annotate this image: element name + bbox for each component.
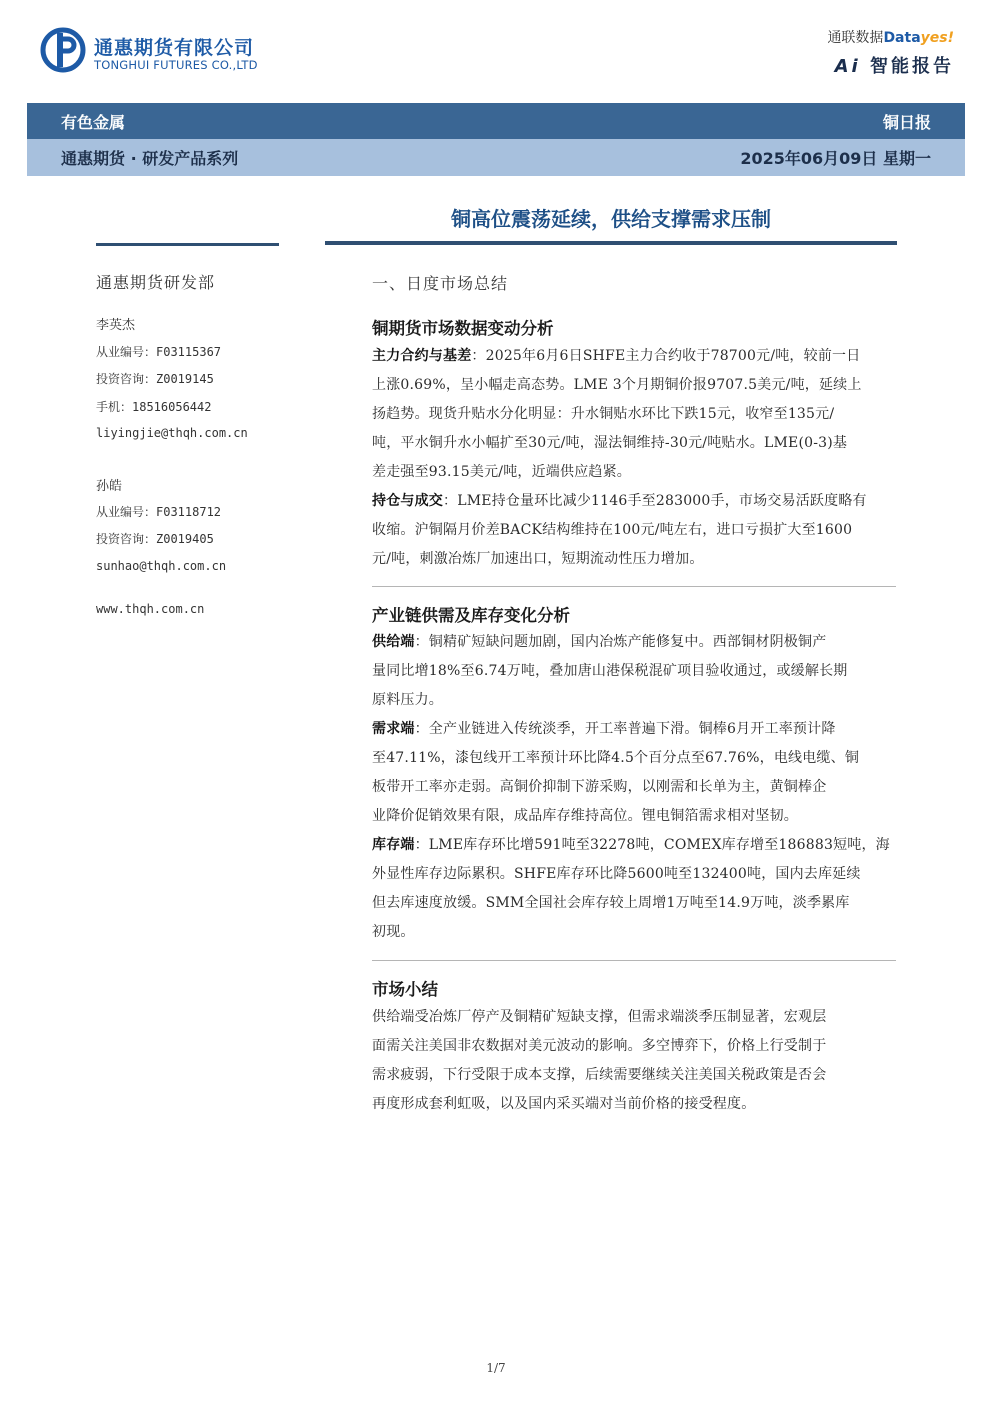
paragraph-summary xyxy=(372,1003,896,1119)
paragraph-line: 主力合约与基差：2025年6月6日SHFE主力合约收于78700元/吨，较前一日 xyxy=(372,348,861,364)
ai-report-label xyxy=(835,52,954,78)
ai-report-text: 智能报告 xyxy=(870,56,954,77)
paragraph-line: 供给端受冶炼厂停产及铜精矿短缺支撑，但需求端淡季压制显著，宏观层 xyxy=(372,1009,827,1025)
website-link[interactable]: www.thqh.com.cn xyxy=(96,602,205,616)
analyst-advisory: 投资咨询：Z0019145 xyxy=(96,372,214,386)
paragraph-line: 量同比增18%至6.74万吨，叠加唐山港保税混矿项目验收通过，或缓解长期 xyxy=(372,663,848,679)
paragraph-line: 面需关注美国非农数据对美元波动的影响。多空博弈下，价格上行受制于 xyxy=(372,1038,827,1054)
paragraph-label: 持仓与成交 xyxy=(372,493,443,509)
paragraph-line: 但去库速度放缓。SMM全国社会库存较上周增1万吨至14.9万吨，淡季累库 xyxy=(372,895,850,911)
paragraph-line: 供给端：铜精矿短缺问题加剧，国内冶炼产能修复中。西部铜材阴极铜产 xyxy=(372,634,827,650)
block-heading: 市场小结 xyxy=(372,980,438,999)
block-heading: 铜期货市场数据变动分析 xyxy=(372,319,554,338)
analyst-name: 孙皓 xyxy=(96,479,123,494)
paragraph-line: 板带开工率亦走弱。高铜价抑制下游采购，以刚需和长单为主，黄铜棒企 xyxy=(372,779,827,795)
banner-top xyxy=(27,103,965,139)
datayes-brand: Data xyxy=(883,30,921,46)
paragraph-basis xyxy=(372,342,896,574)
company-logo-icon xyxy=(40,27,86,73)
report-date: 2025年06月09日 星期一 xyxy=(740,149,931,168)
title-rule xyxy=(325,241,897,245)
paragraph-line: 外显性库存边际累积。SHFE库存环比降5600吨至132400吨，国内去库延续 xyxy=(372,866,861,882)
datayes-prefix: 通联数据 xyxy=(827,30,884,46)
report-title: 铜高位震荡延续，供给支撑需求压制 xyxy=(451,207,771,231)
sidebar-rule xyxy=(96,243,279,246)
section-divider xyxy=(372,960,896,961)
series-label: 通惠期货 · 研发产品系列 xyxy=(61,149,239,168)
analyst-phone: 手机：18516056442 xyxy=(96,400,212,414)
analyst-name: 李英杰 xyxy=(96,318,136,333)
paragraph-label: 主力合约与基差 xyxy=(372,348,472,364)
paragraph-line: 初现。 xyxy=(372,924,415,940)
paragraph-line: 收缩。沪铜隔月价差BACK结构维持在100元/吨左右，进口亏损扩大至1600 xyxy=(372,522,853,538)
paragraph-line: 差走强至93.15美元/吨，近端供应趋紧。 xyxy=(372,464,631,480)
paragraph-label: 供给端 xyxy=(372,634,415,650)
paragraph-line: 扬趋势。现货升贴水分化明显：升水铜贴水环比下跌15元，收窄至135元/ xyxy=(372,406,835,422)
page-number: 1/7 xyxy=(486,1361,506,1375)
paragraph-line: 上涨0.69%，呈小幅走高态势。LME 3个月期铜价报9707.5美元/吨，延续上 xyxy=(372,377,862,393)
datayes-logo xyxy=(827,27,954,47)
company-name-cn: 通惠期货有限公司 xyxy=(94,37,255,59)
ai-logo: Ai xyxy=(834,56,861,77)
block-heading: 产业链供需及库存变化分析 xyxy=(372,606,570,625)
paragraph-supply-demand xyxy=(372,628,896,947)
banner-bottom xyxy=(27,139,965,176)
paragraph-line: 原料压力。 xyxy=(372,692,443,708)
paragraph-line: 业降价促销效果有限，成品库存维持高位。锂电铜箔需求相对坚韧。 xyxy=(372,808,798,824)
paragraph-line: 持仓与成交：LME持仓量环比减少1146手至283000手，市场交易活跃度略有 xyxy=(372,493,867,509)
section-divider xyxy=(372,586,896,587)
paragraph-label: 库存端 xyxy=(372,837,415,853)
paragraph-line: 元/吨，刺激冶炼厂加速出口，短期流动性压力增加。 xyxy=(372,551,704,567)
paragraph-line: 需求端：全产业链进入传统淡季，开工率普遍下滑。铜棒6月开工率预计降 xyxy=(372,721,836,737)
paragraph-label: 需求端 xyxy=(372,721,415,737)
analyst-advisory: 投资咨询：Z0019405 xyxy=(96,532,214,546)
analyst-license: 从业编号：F03118712 xyxy=(96,505,222,519)
analyst-email[interactable]: sunhao@thqh.com.cn xyxy=(96,559,227,573)
analyst-email[interactable]: liyingjie@thqh.com.cn xyxy=(96,426,248,440)
paragraph-line: 再度形成套利虹吸，以及国内采买端对当前价格的接受程度。 xyxy=(372,1096,756,1112)
section-heading: 一、日度市场总结 xyxy=(372,274,509,293)
report-type-label: 铜日报 xyxy=(882,112,931,132)
datayes-yes: yes! xyxy=(920,30,954,46)
paragraph-line: 库存端：LME库存环比增591吨至32278吨，COMEX库存增至186883短吨，海 xyxy=(372,837,890,853)
department-name: 通惠期货研发部 xyxy=(96,273,216,292)
analyst-license: 从业编号：F03115367 xyxy=(96,345,222,359)
company-name-en: TONGHUI FUTURES CO.,LTD xyxy=(94,58,258,72)
paragraph-line: 至47.11%，漆包线开工率预计环比降4.5个百分点至67.76%，电线电缆、铜 xyxy=(372,750,860,766)
category-label: 有色金属 xyxy=(61,112,126,132)
paragraph-line: 需求疲弱，下行受限于成本支撑，后续需要继续关注美国关税政策是否会 xyxy=(372,1067,827,1083)
paragraph-line: 吨，平水铜升水小幅扩至30元/吨，湿法铜维持-30元/吨贴水。LME(0-3)基 xyxy=(372,435,848,451)
